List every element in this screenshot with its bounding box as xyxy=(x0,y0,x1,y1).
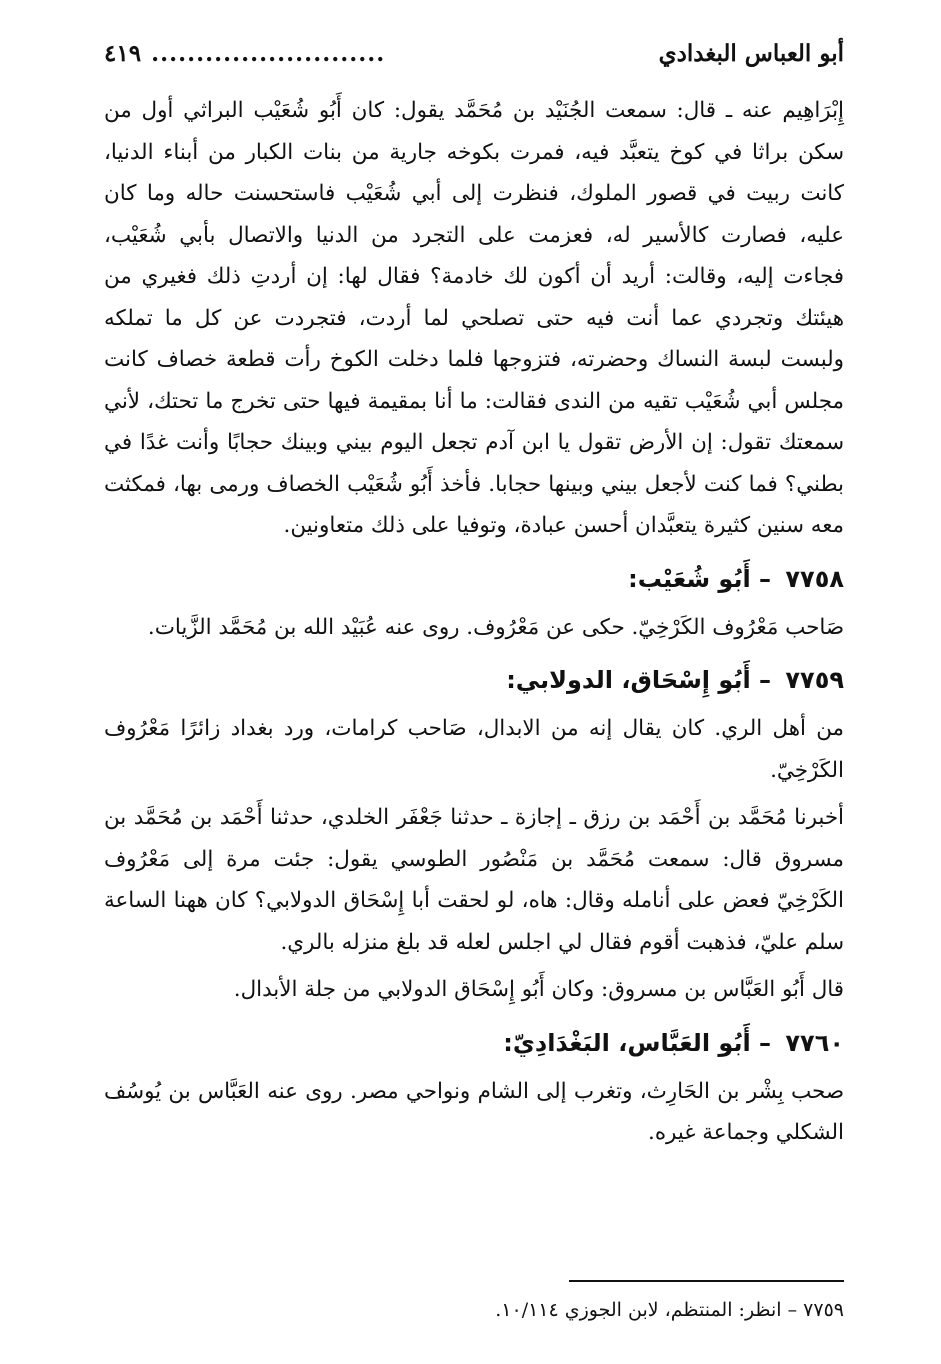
entry-heading xyxy=(104,559,844,599)
entry-paragraph: صَاحب مَعْرُوف الكَرْخِيّ. حكى عن مَعْرُوف. روى عنه عُبَيْد الله بن مُحَمَّد الزَّيات. xyxy=(147,614,844,640)
entry-heading xyxy=(104,1023,844,1063)
footnote: ٧٧٥٩ – انظر: المنتظم، لابن الجوزي ١٠/١١٤. xyxy=(495,1299,844,1321)
entry-paragraph: من أهل الري. كان يقال إنه من الابدال، صَاحب كرامات، ورد بغداد زائرًا مَعْرُوف الكَرْخِيّ. xyxy=(104,716,844,783)
entry-paragraph: صحب بِشْر بن الحَارِث، وتغرب إلى الشام ونواحي مصر. روى عنه العَبَّاس بن يُوسُف الشكلي وجماعة غيره. xyxy=(104,1078,844,1145)
running-title: أبو العباس البغدادي xyxy=(658,40,844,67)
entry-number: ٧٧٥٩ xyxy=(785,666,844,694)
paragraph-continued: إِبْرَاهِيم عنه ـ قال: سمعت الجُنَيْد بن مُحَمَّد يقول: كان أَبُو شُعَيْب البراثي أول من سكن براثا في كوخ يتعبَّد فيه، فمرت بكوخه جارية من بنات الكبار من أبناء الدنيا، كانت ربيت في قصور الملوك، فنظرت إلى أبي شُعَيْب فاستحسنت حاله وما كان عليه، فصارت كالأسير له، فعزمت على التجرد من الدنيا والاتصال بأبي شُعَيْب، فجاءت إليه، وقالت: أريد أن أكون لك خادمة؟ فقال لها: إن أردتِ ذلك فغيري من هيئتك وتجردي عما أنت فيه حتى تصلحي لما أردت، فتجردت عن كل ما تملكه ولبست لبسة النساك وحضرته، فتزوجها فلما دخلت الكوخ رأت قطعة خصاف كانت مجلس أبي شُعَيْب تقيه من الندى فقالت: ما أنا بمقيمة فيها حتى تخرج ما تحتك، لأني سمعتك تقول: إن الأرض تقول يا ابن آدم تجعل اليوم بيني وبينك حجابًا وأنت غدًا في بطني؟ فما كنت لأجعل بيني وبينها حجابا. فأخذ أَبُو شُعَيْب الخصاف ورمى بها، فمكثت معه سنين كثيرة يتعبَّدان أحسن عبادة، وتوفيا على ذلك متعاونين. xyxy=(104,98,844,538)
entry-paragraph: أخبرنا مُحَمَّد بن أَحْمَد بن رزق ـ إجازة ـ حدثنا جَعْفَر الخلدي، حدثنا أَحْمَد بن مُحَمَّد بن مسروق قال: سمعت مُحَمَّد بن مَنْصُور الطوسي يقول: جئت مرة إلى مَعْرُوف الكَرْخِيّ فعض على أنامله وقال: هاه، لو لحقت أبا إِسْحَاق الدولابي؟ كان ههنا الساعة سلم عليّ، فذهبت أقوم فقال لي اجلس لعله قد بلغ منزله بالري. xyxy=(104,805,844,955)
entry-name: أَبُو شُعَيْب: xyxy=(628,564,751,593)
page-number: ٤١٩ xyxy=(104,40,142,67)
entry-dash: – xyxy=(759,1028,772,1057)
book-page xyxy=(104,40,844,1321)
entry-dash: – xyxy=(759,666,772,694)
entry-heading xyxy=(104,660,844,700)
footnote-divider xyxy=(569,1280,844,1282)
entry-number: ٧٧٦٠ xyxy=(785,1028,844,1057)
entry-name: أَبُو إِسْحَاق، الدولابي: xyxy=(506,666,751,694)
entry-number: ٧٧٥٨ xyxy=(785,564,844,593)
entry-paragraph: قال أَبُو العَبَّاس بن مسروق: وكان أَبُو إِسْحَاق الدولابي من جلة الأبدال. xyxy=(233,977,844,1002)
running-header xyxy=(104,40,844,90)
entry-name: أَبُو العَبَّاس، البَغْدَادِيّ: xyxy=(503,1028,751,1057)
entry-dash: – xyxy=(759,564,772,593)
leader-dots: .......................... xyxy=(151,40,386,67)
